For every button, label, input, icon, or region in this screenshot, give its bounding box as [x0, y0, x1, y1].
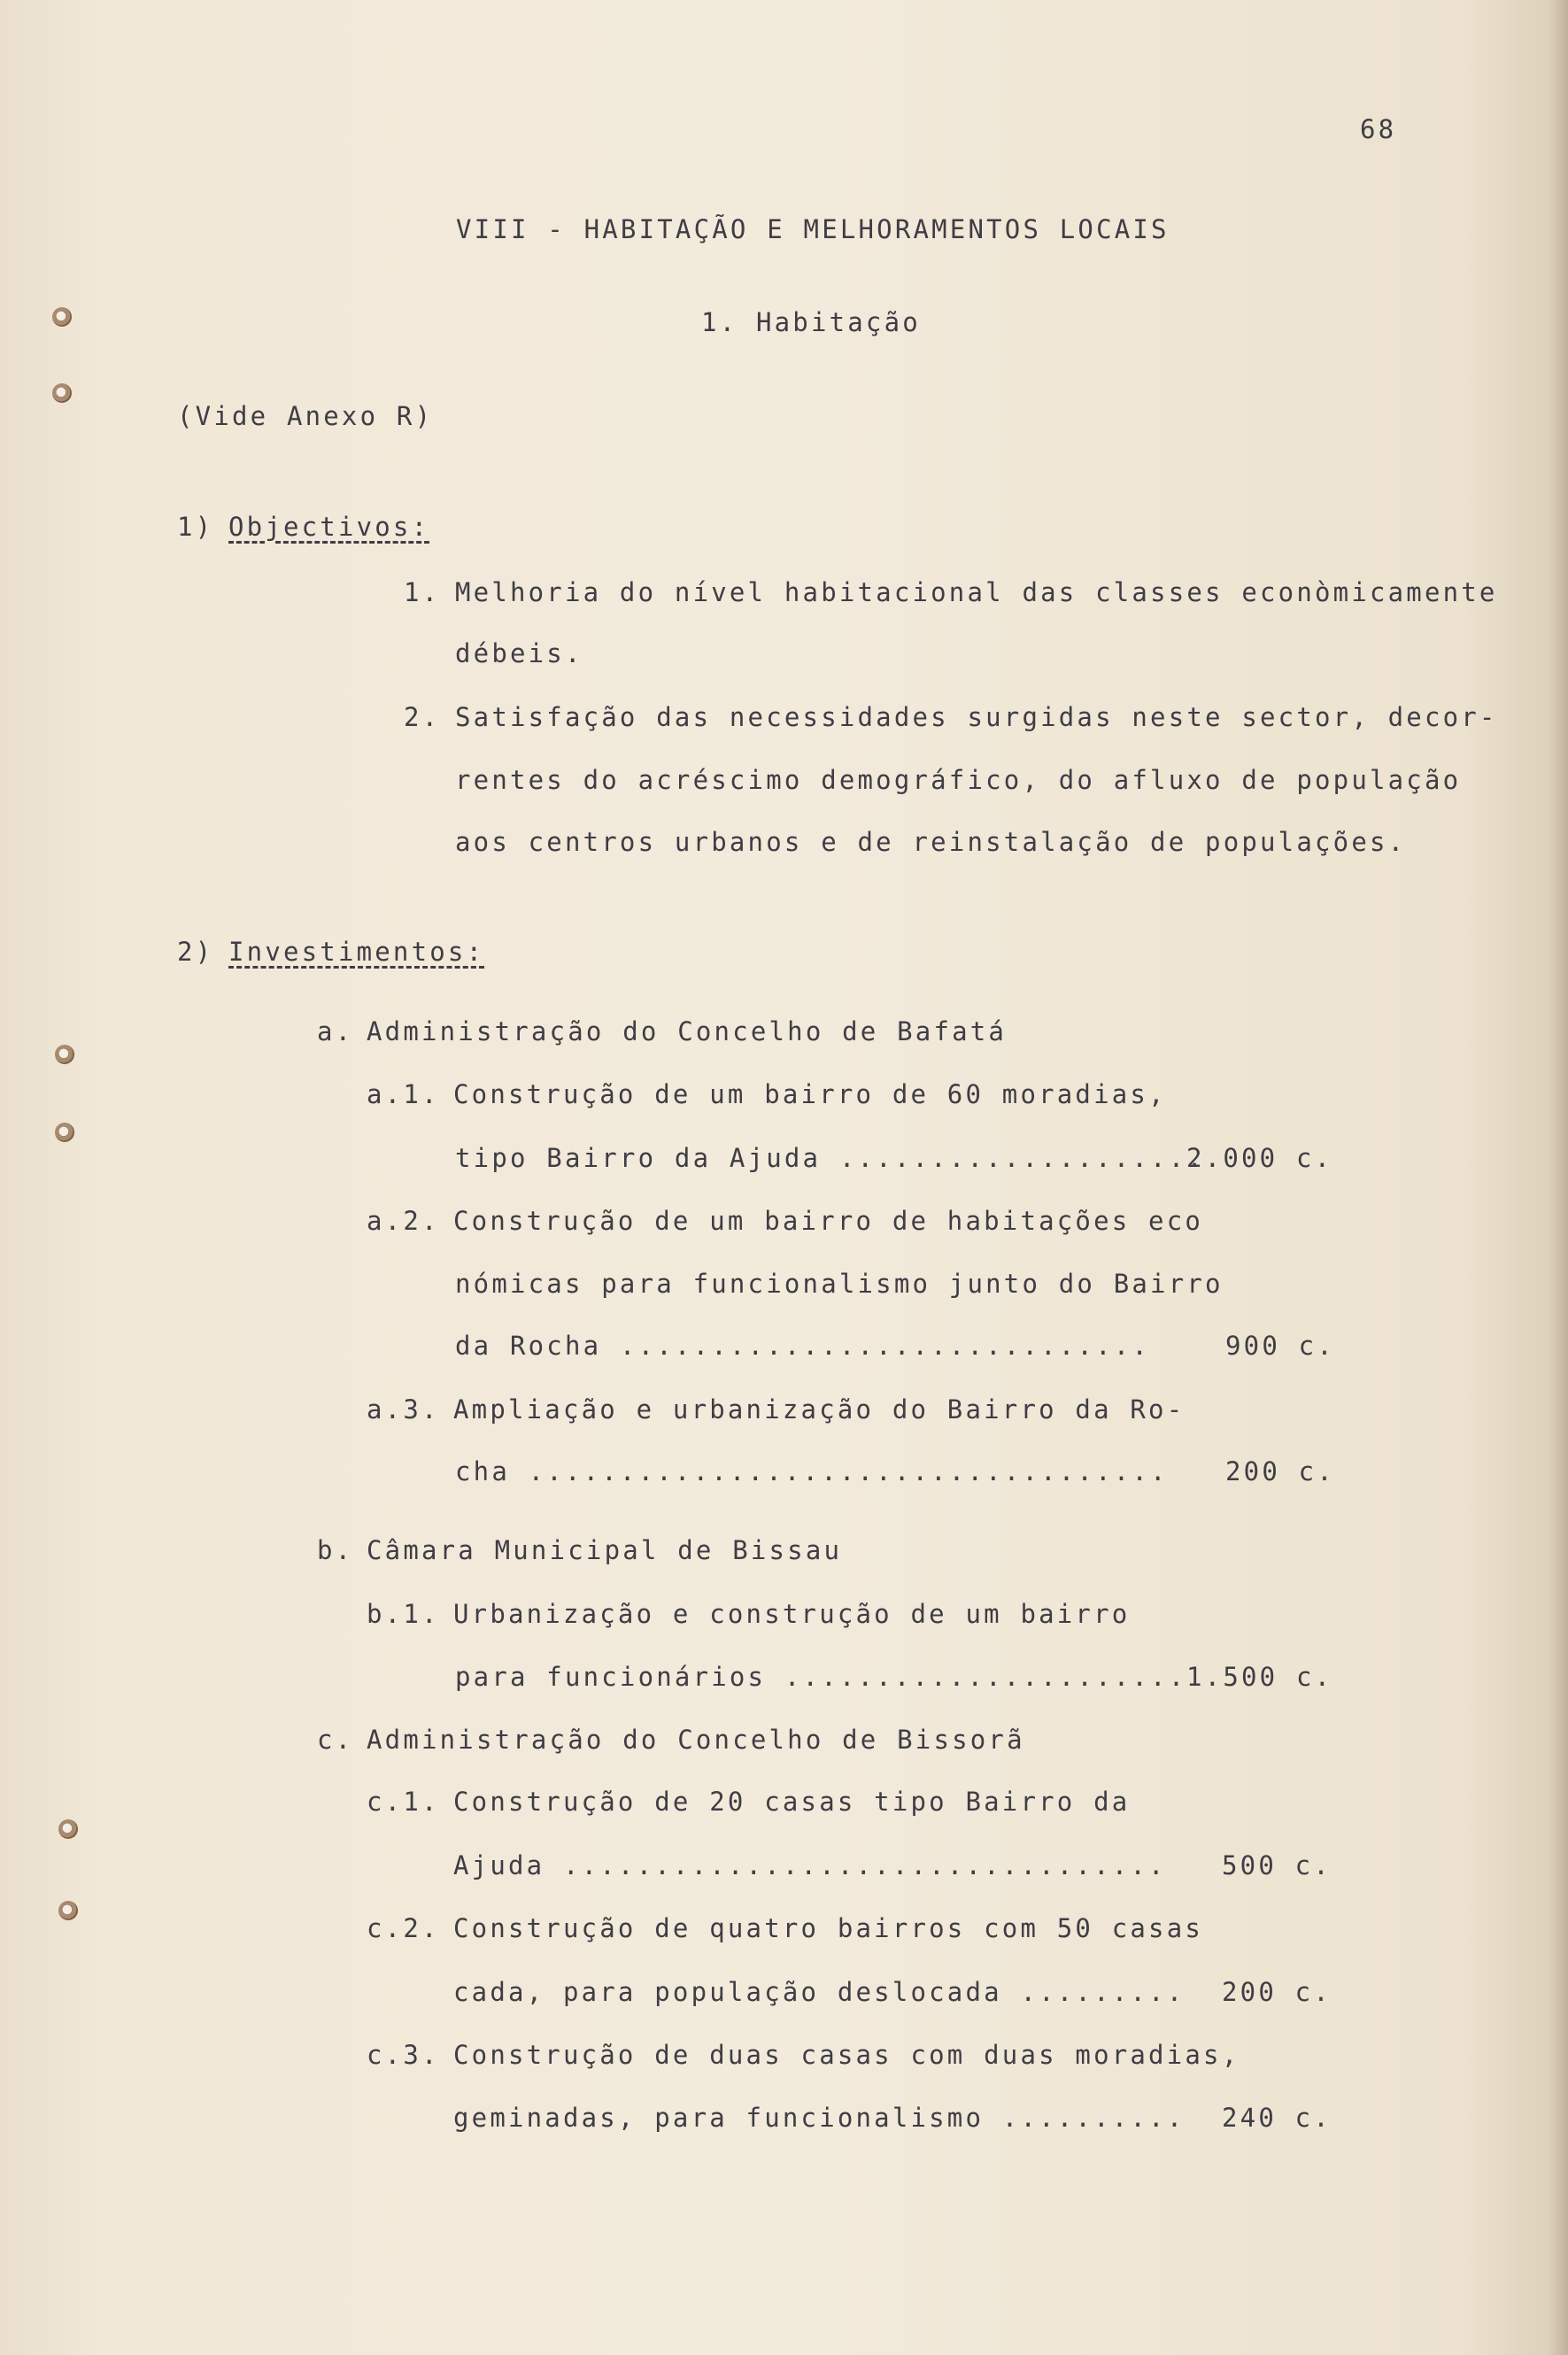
item-a3-number: a.3.: [367, 1394, 440, 1425]
punch-hole: [58, 1901, 78, 1920]
item-c1-amount: 500 c.: [1222, 1850, 1332, 1880]
group-a-title: Administração do Concelho de Bafatá: [367, 1016, 1008, 1046]
item-c2-line-2: cada, para população deslocada .........: [453, 1977, 1186, 2007]
objective-2-line-1: Satisfação das necessidades surgidas neste sector, decor-: [455, 702, 1498, 732]
item-a3-line-1: Ampliação e urbanização do Bairro da Ro-: [453, 1394, 1186, 1425]
group-c-title: Administração do Concelho de Bissorã: [367, 1725, 1025, 1755]
punch-hole: [52, 383, 72, 403]
group-b-title: Câmara Municipal de Bissau: [367, 1535, 843, 1565]
item-b1-line-2: para funcionários ......................: [455, 1662, 1187, 1692]
punch-hole: [52, 307, 72, 327]
objective-1-line-2: débeis.: [455, 638, 583, 668]
item-a1-line-2: tipo Bairro da Ajuda ....................: [455, 1143, 1206, 1173]
item-a3-line-2: cha ...................................: [455, 1456, 1169, 1486]
item-c3-line-1: Construção de duas casas com duas moradias,: [453, 2040, 1240, 2070]
objectives-number: 1): [177, 512, 214, 542]
investments-heading: Investimentos:: [228, 937, 485, 967]
reference-note: (Vide Anexo R): [177, 401, 434, 431]
objective-1-number: 1.: [404, 577, 441, 607]
item-c1-line-2: Ajuda .................................: [453, 1850, 1167, 1880]
chapter-title: VIII - HABITAÇÃO E MELHORAMENTOS LOCAIS: [456, 214, 1170, 244]
item-a2-number: a.2.: [367, 1206, 440, 1236]
item-a2-amount: 900 c.: [1225, 1331, 1335, 1361]
objective-1-line-1: Melhoria do nível habitacional das classes econòmicamente: [455, 577, 1498, 607]
item-a1-amount: 2.000 c.: [1186, 1143, 1333, 1173]
item-c2-number: c.2.: [367, 1913, 440, 1943]
punch-hole: [55, 1045, 74, 1064]
objectives-heading: Objectivos:: [228, 512, 430, 542]
item-c3-line-2: geminadas, para funcionalismo ..........: [453, 2103, 1186, 2133]
punch-hole: [55, 1123, 74, 1142]
objective-2-number: 2.: [404, 702, 441, 732]
item-c2-line-1: Construção de quatro bairros com 50 casas: [453, 1913, 1204, 1943]
item-c1-number: c.1.: [367, 1787, 440, 1817]
item-c3-amount: 240 c.: [1222, 2103, 1332, 2133]
section-title: 1. Habitação: [701, 307, 921, 337]
objective-2-line-2: rentes do acréscimo demográfico, do afluxo de população: [455, 765, 1462, 795]
item-a2-line-3: da Rocha .............................: [455, 1331, 1151, 1361]
item-c2-amount: 200 c.: [1222, 1977, 1332, 2007]
item-a2-line-1: Construção de um bairro de habitações eco: [453, 1206, 1204, 1236]
page-number: 68: [1360, 114, 1397, 144]
item-a1-line-1: Construção de um bairro de 60 moradias,: [453, 1079, 1167, 1109]
group-c-label: c.: [317, 1725, 354, 1755]
group-b-label: b.: [317, 1535, 354, 1565]
page-edge-shadow: [1549, 0, 1568, 2355]
item-a3-amount: 200 c.: [1225, 1456, 1335, 1486]
item-b1-line-1: Urbanização e construção de um bairro: [453, 1599, 1131, 1629]
item-c3-number: c.3.: [367, 2040, 440, 2070]
punch-hole: [58, 1819, 78, 1839]
item-c1-line-1: Construção de 20 casas tipo Bairro da: [453, 1787, 1131, 1817]
item-a2-line-2: nómicas para funcionalismo junto do Bairro: [455, 1269, 1224, 1299]
investments-number: 2): [177, 937, 214, 967]
group-a-label: a.: [317, 1016, 354, 1046]
objective-2-line-3: aos centros urbanos e de reinstalação de populações.: [455, 827, 1407, 857]
item-a1-number: a.1.: [367, 1079, 440, 1109]
item-b1-number: b.1.: [367, 1599, 440, 1629]
item-b1-amount: 1.500 c.: [1186, 1662, 1333, 1692]
